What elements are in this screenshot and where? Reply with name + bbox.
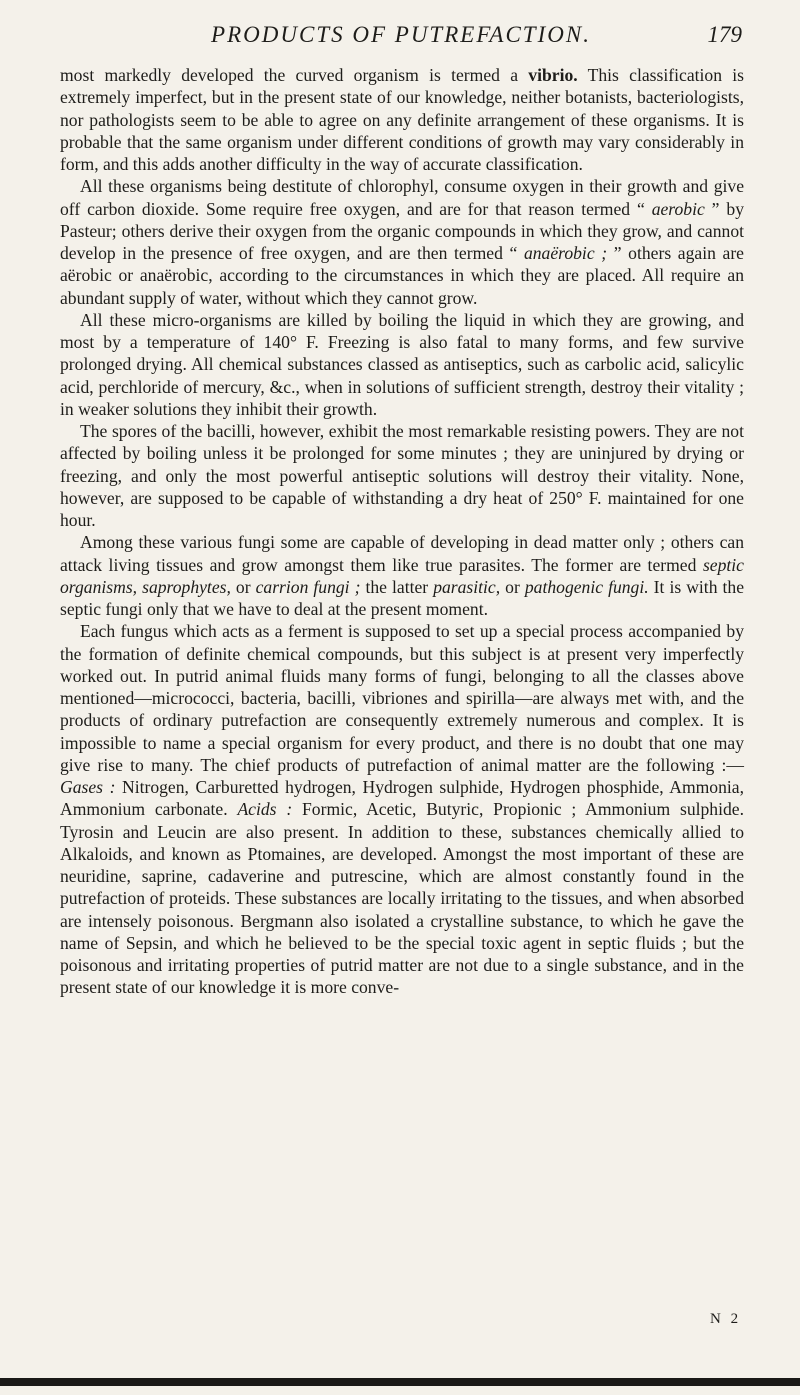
text-run: All these micro-organisms are killed by boiling the liquid in which they are growing, and most by a temperature of 140° F. Freezing is also fatal to many forms, and few survive prolonged drying. All chemical substances classed as antiseptics, such as carbolic acid, salicylic acid, perchloride of mercury, &c., when in solutions of sufficient strength, destroy their vitality ; in weaker solutions they inhibit their growth.: [60, 309, 744, 419]
italic-term: anaërobic ;: [523, 243, 608, 263]
body-text: [60, 64, 744, 999]
bottom-rule: [0, 1378, 800, 1386]
text-run: Each fungus which acts as a ferment is supposed to set up a special process accompanied by the formation of definite chemical compounds, but this subject is at present very imperfectly worked out. In putrid animal fluids many forms of fungi, belonging to all the classes above mentioned—micrococci, bacteria, bacilli, vibriones and spirilla—are always met with, and the products of ordinary putrefaction are consequently extremely numerous and complex. It is impossible to name a special organism for every product, and there is no doubt that one may give rise to many. The chief products of putrefaction of animal matter are the following :—: [60, 621, 744, 775]
text-run: This classification is extremely imperfect, but in the present state of our knowledge, neither botanists, bacteriologists, nor pathologists seem to be able to agree on any definite arrangement of these organisms. It is probable that the same organism under different conditions of growth may vary considerably in form, and this adds another difficulty in the way of accurate classification.: [60, 65, 744, 174]
italic-term: Gases :: [60, 777, 116, 797]
text-run: most markedly developed the curved organism is termed a: [60, 65, 529, 85]
paragraph: [60, 620, 744, 998]
signature-mark: N 2: [710, 1311, 742, 1327]
italic-term: Acids :: [237, 799, 293, 820]
text-run: or: [230, 576, 256, 597]
text-run: The spores of the bacilli, however, exhibit the most remarkable resisting powers. They are not affected by boiling unless it be prolonged for some minutes ; they are uninjured by drying or freezing, and only the most powerful antiseptic solutions will destroy their vitality. None, however, are supposed to be capable of withstanding a dry heat of 250° F. maintained for one hour.: [60, 421, 744, 530]
italic-term: septic organisms, saprophytes,: [60, 554, 744, 597]
paragraph: [60, 420, 744, 531]
text-run: Formic, Acetic, Butyric, Propionic ; Ammonium sulphide. Tyrosin and Leucin are also present. In addition to these, substances chemically allied to Alkaloids, and known as Ptomaines, are developed. Amongst the most important of these are neuridine, saprine, cadaverine and putrescine, which are almost constantly found in the putrefaction of proteids. These substances are locally irritating to the tissues, and when absorbed are intensely poisonous. Bergmann also isolated a crystalline substance, to which he gave the name of Sepsin, and which he believed to be the special toxic agent in septic fluids ; but the poisonous and irritating properties of putrid matter are not due to a single substance, and in the present state of our knowledge it is more conve-: [60, 799, 744, 998]
text-run: Among these various fungi some are capable of developing in dead matter only ; others can attack living tissues and grow amongst them like true parasites. The former are termed: [60, 532, 744, 575]
text-run: All these organisms being destitute of chlorophyl, consume oxygen in their growth and give off carbon dioxide. Some require free oxygen, and are for that reason termed “: [60, 176, 744, 219]
paragraph: [60, 64, 744, 175]
page-header: [60, 22, 742, 56]
text-run: ” others again are aërobic or anaërobic, according to the circumstances in which they are placed. All require an abundant supply of water, without which they cannot grow.: [60, 243, 744, 308]
text-run: It is with the septic fungi only that we have to deal at the present moment.: [60, 576, 745, 619]
paragraph: [60, 309, 744, 420]
italic-term: carrion fungi ;: [255, 576, 361, 597]
italic-term: pathogenic fungi.: [524, 576, 649, 597]
italic-term: parasitic,: [433, 576, 501, 597]
running-head: PRODUCTS OF PUTREFACTION.: [211, 22, 591, 47]
paragraph: [60, 175, 744, 309]
paragraph: [60, 531, 744, 620]
text-run: ” by Pasteur; others derive their oxygen from the organic compounds in which they grow, and cannot develop in the presence of free oxygen, and are then termed “: [60, 198, 744, 263]
italic-term: aerobic: [651, 198, 705, 219]
text-run: or: [500, 576, 525, 597]
bold-term: vibrio.: [528, 65, 578, 85]
text-run: the latter: [360, 576, 434, 597]
page-number: 179: [707, 22, 742, 47]
text-run: Nitrogen, Carburetted hydrogen, Hydrogen sulphide, Hydrogen phosphide, Ammonia, Ammonium carbonate.: [60, 777, 744, 820]
